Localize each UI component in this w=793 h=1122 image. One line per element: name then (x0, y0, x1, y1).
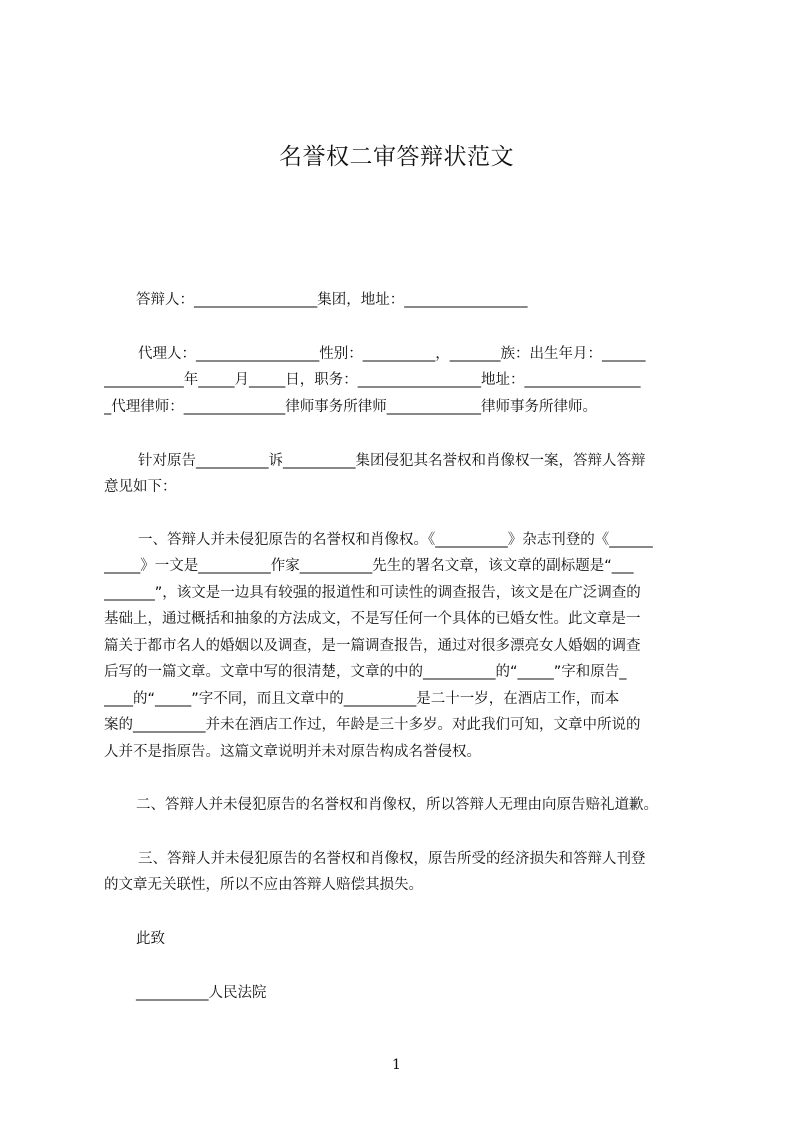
intro-line-2: 意见如下： (104, 479, 177, 495)
point1-line: 后写的一篇文章。文章中写的很清楚，文章的中的__________的“_____”字和原告_ (104, 664, 627, 680)
point1-line: 一、答辩人并未侵犯原告的名誉权和肖像权。《__________》杂志刊登的《______ (138, 532, 653, 548)
respondent-line: 答辩人：_________________集团，地址：_________________ (136, 292, 528, 308)
point2-line: 二、答辩人并未侵犯原告的名誉权和肖像权，所以答辩人无理由向原告赔礼道歉。 (136, 797, 658, 813)
document-title: 名誉权二审答辩状范文 (279, 144, 514, 170)
point1-line: 篇关于都市名人的婚姻以及调查，是一篇调查报告，通过对很多漂亮女人婚姻的调查 (104, 638, 641, 654)
point1-line: 案的__________并未在酒店工作过，年龄是三十多岁。对此我们可知，文章中所说的 (104, 717, 641, 733)
point1-line: _____》一文是__________作家__________先生的署名文章，该文章的副标题是“___ (104, 558, 634, 574)
closing-text: 此致 (136, 931, 165, 947)
agent-line-1: 代理人：_________________性别：__________，_______族：出生年月：______ (138, 346, 646, 362)
agent-line-3: _代理律师：______________律师事务所律师_____________律师事务所律师。 (104, 399, 597, 415)
intro-line-1: 针对原告__________诉__________集团侵犯其名誉权和肖像权一案，答辩人答辩 (138, 453, 646, 469)
point3-line-2: 的文章无关联性，所以不应由答辩人赔偿其损失。 (104, 877, 423, 893)
court-name: __________人民法院 (136, 985, 267, 1001)
page-number: 1 (392, 1057, 401, 1073)
point1-line: ____的“_____”字不同，而且文章中的__________是二十一岁，在酒店工作，而本 (104, 691, 620, 707)
point1-line: 基础上，通过概括和抽象的方法成文，不是写任何一个具体的已婚女性。此文章是一 (104, 611, 641, 627)
point1-line: _______”，该文是一边具有较强的报道性和可读性的调查报告，该文是在广泛调查的 (104, 585, 641, 601)
point1-line: 人并不是指原告。这篇文章说明并未对原告构成名誉侵权。 (104, 744, 481, 760)
point3-line-1: 三、答辩人并未侵犯原告的名誉权和肖像权，原告所受的经济损失和答辩人刊登 (138, 851, 646, 867)
agent-line-2: ___________年_____月_____日，职务：_________________地址：________________ (104, 372, 641, 388)
